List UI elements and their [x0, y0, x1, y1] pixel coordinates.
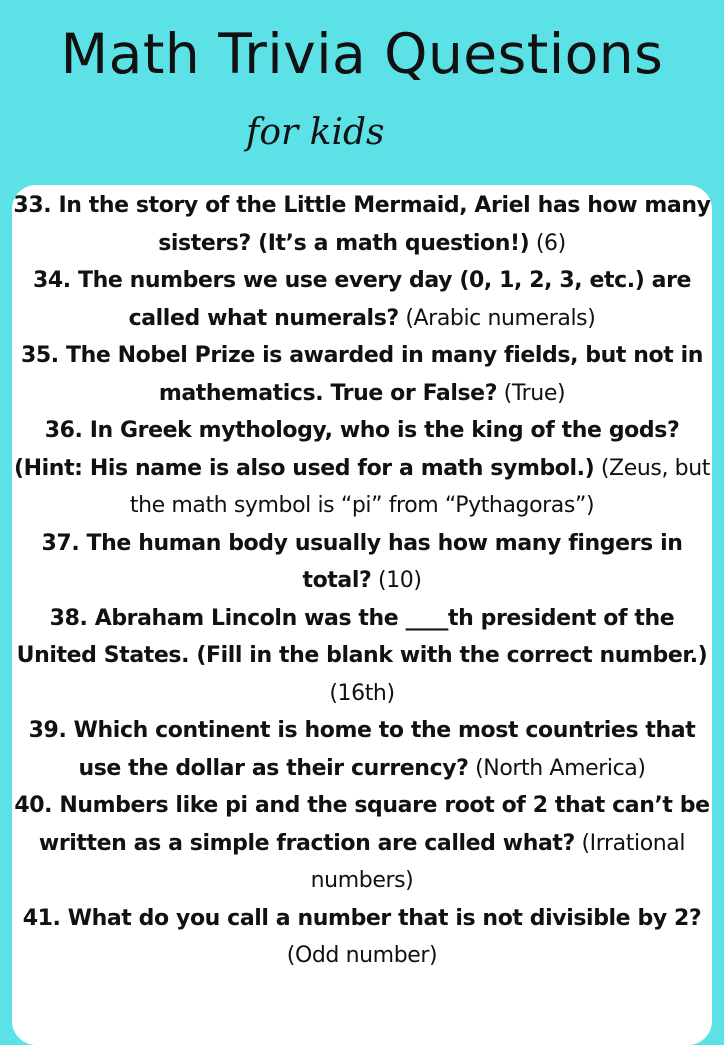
- question-text: 33. In the story of the Little Mermaid, Ariel has how many sisters? (It’s a math question!): [13, 193, 711, 256]
- question-text: 36. In Greek mythology, who is the king of the gods? (Hint: His name is also used for a math symbol.): [14, 418, 680, 481]
- questions-list: [12, 187, 712, 975]
- question-text: 37. The human body usually has how many fingers in total?: [41, 530, 683, 593]
- question-item: [12, 525, 712, 600]
- questions-card: [12, 185, 712, 1045]
- question-text: 40. Numbers like pi and the square root of 2 that can’t be written as a simple fraction are called what?: [14, 793, 710, 856]
- question-item: [12, 412, 712, 525]
- question-text: 34. The numbers we use every day (0, 1, 2, 3, etc.) are called what numerals?: [32, 268, 692, 331]
- question-item: [12, 262, 712, 337]
- question-answer: (6): [535, 230, 566, 256]
- question-text: 38. Abraham Lincoln was the ____th president of the United States. (Fill in the blank with the correct number.): [16, 605, 708, 668]
- question-answer: (16th): [329, 680, 395, 706]
- question-answer: (Arabic numerals): [405, 305, 596, 331]
- question-item: [12, 337, 712, 412]
- question-text: 41. What do you call a number that is not divisible by 2?: [22, 905, 702, 931]
- question-item: [12, 900, 712, 975]
- question-item: [12, 712, 712, 787]
- question-answer: (True): [503, 380, 566, 406]
- question-answer: (Odd number): [286, 943, 438, 968]
- page-subtitle: for kids: [246, 112, 385, 153]
- question-text: 35. The Nobel Prize is awarded in many fields, but not in mathematics. True or False?: [20, 343, 704, 406]
- question-item: [12, 187, 712, 262]
- page-title: Math Trivia Questions: [60, 22, 664, 86]
- question-text: 39. Which continent is home to the most countries that use the dollar as their currency?: [28, 718, 696, 781]
- question-answer: (Zeus, but the math symbol is “pi” from “Pythagoras”): [129, 455, 710, 518]
- question-answer: (North America): [475, 755, 646, 781]
- question-answer: (Irrational numbers): [310, 830, 686, 893]
- question-answer: (10): [377, 568, 422, 593]
- question-item: [12, 600, 712, 713]
- question-item: [12, 787, 712, 900]
